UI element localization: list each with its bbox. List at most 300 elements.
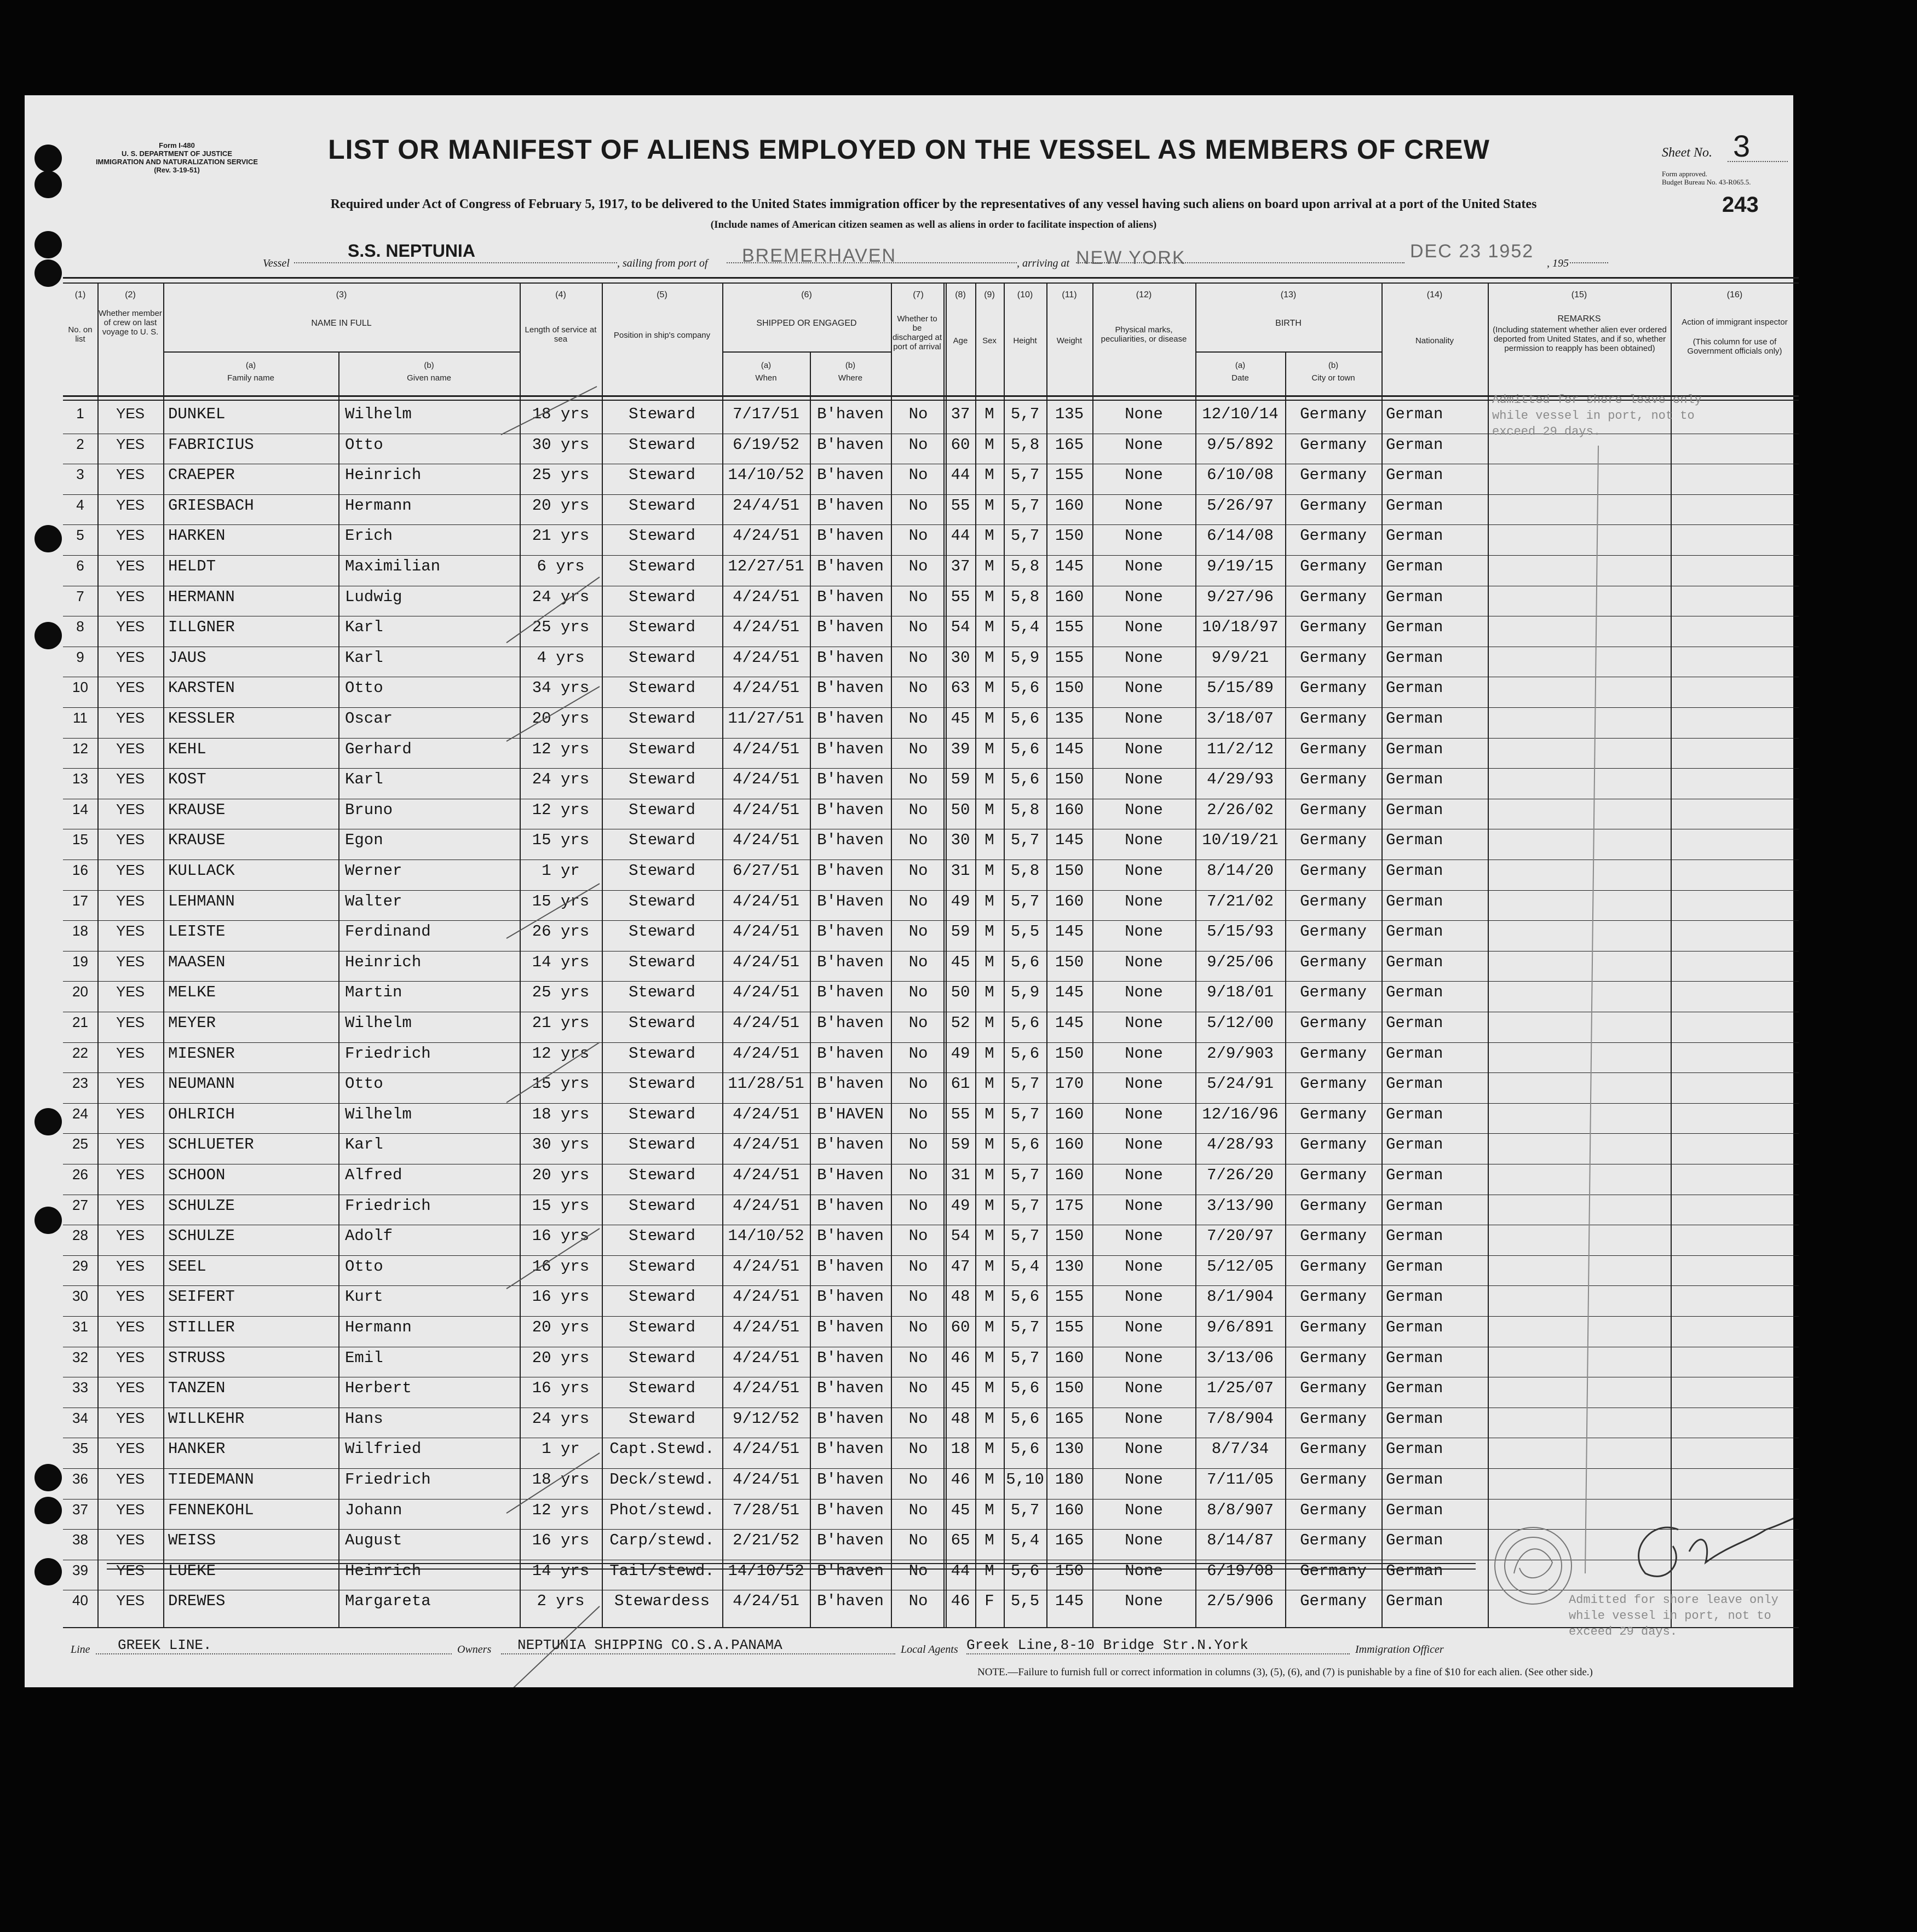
weight: 155 [1055,1288,1084,1306]
birth-place: Germany [1300,740,1367,758]
discharge-flag: No [908,1349,928,1367]
height: 5,7 [1010,1197,1040,1215]
physical-marks: None [1125,1197,1163,1215]
age: 48 [951,1288,970,1306]
physical-marks: None [1125,588,1163,606]
family-name: HERMANN [168,588,235,606]
crew-last-voyage: YES [116,679,145,695]
ship-position: Steward [629,1410,695,1428]
row-number: 19 [72,953,88,970]
height: 5,7 [1010,1349,1040,1367]
length-of-service: 26 yrs [532,922,590,941]
birth-place: Germany [1300,649,1367,667]
shipped-when: 4/24/51 [733,892,799,910]
nationality: German [1386,862,1443,880]
discharge-flag: No [908,801,928,819]
shipped-where: B'haven [817,740,884,758]
sex: M [985,1075,994,1093]
family-name: KRAUSE [168,831,226,849]
weight: 145 [1055,740,1084,758]
discharge-flag: No [908,1258,928,1276]
given-name: Friedrich [345,1470,431,1489]
birth-date: 4/29/93 [1207,770,1274,788]
nationality: German [1386,1014,1443,1032]
birth-place: Germany [1300,953,1367,971]
weight: 165 [1055,436,1084,454]
physical-marks: None [1125,1075,1163,1093]
row-number: 17 [72,892,88,909]
height: 5,8 [1010,557,1040,575]
physical-marks: None [1125,922,1163,941]
shipped-when: 4/24/51 [733,1592,799,1610]
shipped-when: 4/24/51 [733,679,799,697]
page-number: 243 [1722,193,1759,217]
penalty-note: NOTE.—Failure to furnish full or correct information in columns (3), (5), (6), and (7) is punishable by a fine of $10 for each alien. (See other side.) [977,1666,1593,1678]
discharge-flag: No [908,1318,928,1336]
given-name: Ludwig [345,588,402,606]
nationality: German [1386,922,1443,941]
birth-place: Germany [1300,1562,1367,1580]
physical-marks: None [1125,405,1163,423]
physical-marks: None [1125,1440,1163,1458]
physical-marks: None [1125,770,1163,788]
given-name: Margareta [345,1592,431,1610]
birth-place: Germany [1300,1379,1367,1397]
weight: 160 [1055,801,1084,819]
header-birth-date-letter: (a) [1235,361,1246,370]
column-number: (9) [984,290,995,299]
birth-place: Germany [1300,892,1367,910]
discharge-flag: No [908,1288,928,1306]
header-given-name-letter: (b) [424,361,434,370]
age: 18 [951,1440,970,1458]
given-name: Heinrich [345,953,422,971]
remarks-line: while vessel in port, not to [1569,1609,1771,1623]
crew-last-voyage: YES [116,1197,145,1213]
discharge-flag: No [908,953,928,971]
nationality: German [1386,1440,1443,1458]
birth-date: 12/10/14 [1202,405,1279,423]
family-name: SCHULZE [168,1197,235,1215]
age: 46 [951,1349,970,1367]
column-number: (2) [125,290,136,299]
length-of-service: 2 yrs [537,1592,585,1610]
discharge-flag: No [908,436,928,454]
family-name: HARKEN [168,527,226,545]
remarks-pencil-line [1585,446,1598,1573]
shipped-when: 6/19/52 [733,436,799,454]
age: 44 [951,527,970,545]
header-when-letter: (a) [761,361,772,370]
shipped-when: 12/27/51 [728,557,804,575]
nationality: German [1386,831,1443,849]
length-of-service: 25 yrs [532,466,590,484]
physical-marks: None [1125,679,1163,697]
discharge-flag: No [908,1410,928,1428]
discharge-flag: No [908,1562,928,1580]
height: 5,8 [1010,588,1040,606]
sex: M [985,770,994,788]
shipped-where: B'haven [817,1562,884,1580]
height: 5,8 [1010,862,1040,880]
birth-date: 8/8/907 [1207,1501,1274,1519]
sex: M [985,1318,994,1336]
age: 50 [951,801,970,819]
ship-position: Steward [629,1135,695,1154]
crew-last-voyage: YES [116,1592,145,1608]
nationality: German [1386,1379,1443,1397]
sex: M [985,953,994,971]
shipped-when: 4/24/51 [733,770,799,788]
birth-date: 2/9/903 [1207,1045,1274,1063]
height: 5,6 [1010,770,1040,788]
crew-last-voyage: YES [116,557,145,574]
service-name: IMMIGRATION AND NATURALIZATION SERVICE [95,158,258,166]
ship-position: Deck/stewd. [609,1470,715,1489]
height: 5,7 [1010,1105,1040,1123]
birth-place: Germany [1300,710,1367,728]
ship-position: Steward [629,557,695,575]
discharge-flag: No [908,1075,928,1093]
shipped-where: B'haven [817,1410,884,1428]
height: 5,10 [1006,1470,1044,1489]
header-age: Age [953,336,968,345]
sheet-number-label: Sheet No. [1662,146,1712,160]
birth-place: Germany [1300,679,1367,697]
length-of-service: 15 yrs [532,1197,590,1215]
row-number: 18 [72,922,88,939]
birth-date: 6/19/08 [1207,1562,1274,1580]
physical-marks: None [1125,1592,1163,1610]
birth-place: Germany [1300,497,1367,515]
physical-marks: None [1125,1258,1163,1276]
crew-last-voyage: YES [116,1166,145,1183]
header-length-of-service: Length of service at sea [525,325,597,344]
family-name: DUNKEL [168,405,226,423]
length-of-service: 30 yrs [532,1135,590,1154]
physical-marks: None [1125,649,1163,667]
given-name: Adolf [345,1227,393,1245]
given-name: Hans [345,1410,383,1428]
weight: 160 [1055,1166,1084,1184]
header-birth: BIRTH [1275,319,1302,328]
shipped-where: B'haven [817,953,884,971]
family-name: FENNEKOHL [168,1501,254,1519]
given-name: Egon [345,831,383,849]
ship-position: Steward [629,436,695,454]
row-number: 16 [72,862,88,878]
length-of-service: 18 yrs [532,1105,590,1123]
physical-marks: None [1125,1410,1163,1428]
row-number: 37 [72,1501,88,1518]
service-check-mark [506,884,600,938]
height: 5,5 [1010,922,1040,941]
length-of-service: 16 yrs [532,1379,590,1397]
weight: 175 [1055,1197,1084,1215]
sheet-number: 3 [1733,129,1751,163]
header-birth-date: Date [1231,373,1249,383]
length-of-service: 21 yrs [532,1014,590,1032]
header-weight: Weight [1056,336,1083,345]
remarks-line: Admitted for shore leave only [1492,393,1702,407]
given-name: Alfred [345,1166,402,1184]
given-name: Karl [345,649,383,667]
family-name: OHLRICH [168,1105,235,1123]
row-number: 33 [72,1379,88,1395]
nationality: German [1386,710,1443,728]
birth-place: Germany [1300,1501,1367,1519]
age: 37 [951,557,970,575]
height: 5,7 [1010,497,1040,515]
sex: M [985,557,994,575]
sex: M [985,1379,994,1397]
crew-last-voyage: YES [116,1531,145,1548]
birth-place: Germany [1300,1105,1367,1123]
shipped-when: 14/10/52 [728,1562,804,1580]
row-number: 6 [76,557,84,574]
crew-last-voyage: YES [116,983,145,1000]
header-where-letter: (b) [845,361,856,370]
birth-place: Germany [1300,588,1367,606]
family-name: STRUSS [168,1349,226,1367]
shipped-when: 4/24/51 [733,618,799,636]
family-name: LEISTE [168,922,226,941]
height: 5,7 [1010,1501,1040,1519]
row-number: 12 [72,740,88,757]
nationality: German [1386,497,1443,515]
ship-position: Steward [629,1014,695,1032]
shipped-where: B'HAVEN [817,1105,884,1123]
physical-marks: None [1125,527,1163,545]
family-name: ILLGNER [168,618,235,636]
crew-last-voyage: YES [116,710,145,726]
weight: 150 [1055,770,1084,788]
length-of-service: 15 yrs [532,831,590,849]
shipped-where: B'haven [817,405,884,423]
discharge-flag: No [908,527,928,545]
height: 5,6 [1010,710,1040,728]
sex: M [985,1045,994,1063]
header-height: Height [1013,336,1037,345]
service-check-mark [506,577,600,643]
birth-date: 10/19/21 [1202,831,1279,849]
height: 5,6 [1010,1562,1040,1580]
sex: M [985,1410,994,1428]
physical-marks: None [1125,1014,1163,1032]
sex: M [985,1105,994,1123]
nationality: German [1386,436,1443,454]
shipped-where: B'Haven [817,1166,884,1184]
weight: 170 [1055,1075,1084,1093]
physical-marks: None [1125,436,1163,454]
height: 5,8 [1010,801,1040,819]
header-inspector-action: Action of immigrant inspector [1682,318,1788,327]
column-number: (6) [801,290,812,299]
shipped-where: B'haven [817,1531,884,1549]
discharge-flag: No [908,1470,928,1489]
ship-position: Steward [629,1227,695,1245]
given-name: Wilhelm [345,405,412,423]
discharge-flag: No [908,1440,928,1458]
sex: M [985,1501,994,1519]
birth-place: Germany [1300,618,1367,636]
length-of-service: 25 yrs [532,983,590,1001]
weight: 150 [1055,527,1084,545]
crew-last-voyage: YES [116,862,145,878]
family-name: KOST [168,770,206,788]
year-suffix: , 195 [1547,257,1569,269]
physical-marks: None [1125,983,1163,1001]
birth-place: Germany [1300,466,1367,484]
length-of-service: 12 yrs [532,740,590,758]
length-of-service: 34 yrs [532,679,590,697]
height: 5,6 [1010,1440,1040,1458]
birth-date: 8/14/20 [1207,862,1274,880]
requirement-statement: Required under Act of Congress of February 5, 1917, to be delivered to the United States immigration officer by the representatives of any vessel having such aliens on board upon arrival at a port of the United States [330,197,1537,211]
shipped-when: 4/24/51 [733,953,799,971]
shipped-where: B'haven [817,1379,884,1397]
birth-date: 2/26/02 [1207,801,1274,819]
birth-date: 5/12/05 [1207,1258,1274,1276]
ship-position: Steward [629,497,695,515]
length-of-service: 16 yrs [532,1531,590,1549]
shipped-when: 2/21/52 [733,1531,799,1549]
given-name: Kurt [345,1288,383,1306]
age: 50 [951,983,970,1001]
shipped-when: 11/27/51 [728,710,804,728]
agents-value: Greek Line,8-10 Bridge Str.N.York [966,1637,1248,1653]
length-of-service: 14 yrs [532,953,590,971]
weight: 145 [1055,557,1084,575]
shipped-where: B'haven [817,1349,884,1367]
nationality: German [1386,405,1443,423]
discharge-flag: No [908,588,928,606]
shipped-where: B'haven [817,770,884,788]
ship-position: Steward [629,527,695,545]
weight: 150 [1055,679,1084,697]
row-number: 30 [72,1288,88,1304]
row-number: 36 [72,1470,88,1487]
height: 5,6 [1010,1410,1040,1428]
row-number: 40 [72,1592,88,1608]
birth-place: Germany [1300,983,1367,1001]
sex: M [985,801,994,819]
sex: M [985,1531,994,1549]
weight: 150 [1055,1227,1084,1245]
row-number: 31 [72,1318,88,1335]
service-check-mark [501,387,597,435]
weight: 150 [1055,1045,1084,1063]
weight: 130 [1055,1440,1084,1458]
given-name: Wilhelm [345,1014,412,1032]
weight: 160 [1055,588,1084,606]
birth-date: 1/25/07 [1207,1379,1274,1397]
birth-place: Germany [1300,1014,1367,1032]
column-number: (13) [1280,290,1297,299]
birth-date: 5/12/00 [1207,1014,1274,1032]
family-name: TIEDEMANN [168,1470,254,1489]
physical-marks: None [1125,1562,1163,1580]
header-birth-city: City or town [1311,373,1355,383]
nationality: German [1386,466,1443,484]
remarks-line: Admitted for shore leave only [1569,1593,1778,1607]
page-title: LIST OR MANIFEST OF ALIENS EMPLOYED ON THE VESSEL AS MEMBERS OF CREW [328,134,1490,165]
length-of-service: 12 yrs [532,1045,590,1063]
given-name: Martin [345,983,402,1001]
age: 44 [951,466,970,484]
nationality: German [1386,983,1443,1001]
row-number: 20 [72,983,88,1000]
nationality: German [1386,1349,1443,1367]
header-discharged: Whether to be discharged at port of arrival [892,314,942,351]
agents-underline [966,1653,1350,1654]
shipped-when: 6/27/51 [733,862,799,880]
given-name: Heinrich [345,466,422,484]
age: 46 [951,1470,970,1489]
family-name: DREWES [168,1592,226,1610]
nationality: German [1386,1562,1443,1580]
sex: M [985,1197,994,1215]
sex: M [985,679,994,697]
weight: 160 [1055,1349,1084,1367]
sex: M [985,497,994,515]
birth-place: Germany [1300,557,1367,575]
age: 48 [951,1410,970,1428]
sex: M [985,983,994,1001]
row-number: 3 [76,466,84,482]
length-of-service: 16 yrs [532,1288,590,1306]
age: 45 [951,1379,970,1397]
birth-date: 2/5/906 [1207,1592,1274,1610]
age: 59 [951,770,970,788]
age: 45 [951,710,970,728]
shipped-where: B'haven [817,1440,884,1458]
length-of-service: 1 yr [542,862,580,880]
family-name: NEUMANN [168,1075,235,1093]
length-of-service: 6 yrs [537,557,585,575]
crew-last-voyage: YES [116,1562,145,1578]
birth-place: Germany [1300,1045,1367,1063]
header-remarks-detail: (Including statement whether alien ever ordered deported from United States, and if so, whether permission to reapply has been obtained) [1493,325,1667,353]
age: 59 [951,1135,970,1154]
family-name: KESSLER [168,710,235,728]
birth-date: 11/2/12 [1207,740,1274,758]
height: 5,7 [1010,1166,1040,1184]
shipped-when: 4/24/51 [733,1105,799,1123]
length-of-service: 12 yrs [532,801,590,819]
length-of-service: 4 yrs [537,649,585,667]
nationality: German [1386,892,1443,910]
given-name: Werner [345,862,402,880]
header-physical-marks: Physical marks, peculiarities, or disease [1101,325,1187,344]
height: 5,7 [1010,831,1040,849]
row-number: 28 [72,1227,88,1243]
length-of-service: 1 yr [542,1440,580,1458]
height: 5,4 [1010,1531,1040,1549]
age: 44 [951,1562,970,1580]
length-of-service: 20 yrs [532,1318,590,1336]
shipped-where: B'haven [817,1014,884,1032]
nationality: German [1386,1105,1443,1123]
birth-place: Germany [1300,801,1367,819]
crew-last-voyage: YES [116,1318,145,1335]
shipped-when: 4/24/51 [733,1288,799,1306]
nationality: German [1386,1410,1443,1428]
nationality: German [1386,1531,1443,1549]
weight: 135 [1055,710,1084,728]
shipped-where: B'haven [817,1318,884,1336]
shipped-when: 4/24/51 [733,983,799,1001]
